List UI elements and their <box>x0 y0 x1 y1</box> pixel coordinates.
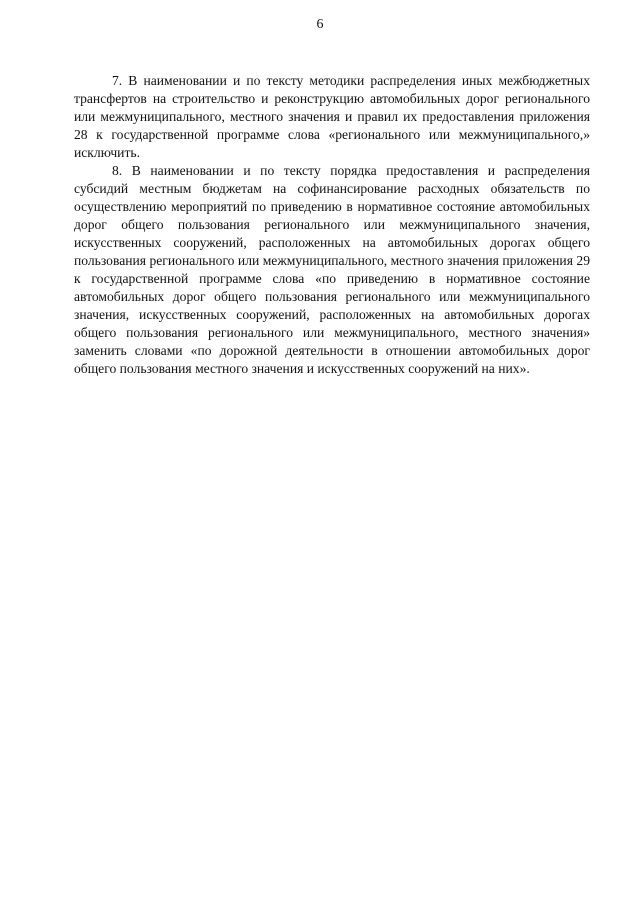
paragraph-8: 8. В наименовании и по тексту порядка предоставления и распределения субсидий местным бюджетам на софинансирование расходных обязательств по осуществлению мероприятий по приведению в нормативное состояние автомобильных дорог общего пользования регионального или межмуниципального значения, искусственных сооружений, расположенных на автомобильных дорогах общего пользования регионального или межмуниципального, местного значения приложения 29 к государственной программе слова «по приведению в нормативное состояние автомобильных дорог общего пользования регионального или межмуниципального значения, искусственных сооружений, расположенных на автомобильных дорогах общего пользования регионального или межмуниципального, местного значения» заменить словами «по дорожной деятельности в отношении автомобильных дорог общего пользования местного значения и искусственных сооружений на них». <box>74 163 590 376</box>
page-number: 6 <box>316 17 324 32</box>
paragraph-7: 7. В наименовании и по тексту методики распределения иных межбюджетных трансфертов на строительство и реконструкцию автомобильных дорог регионального или межмуниципального, местного значения и правил их предоставления приложения 28 к государственной программе слова «регионального или межмуниципального,» исключить. <box>74 73 590 160</box>
document-body <box>74 72 590 378</box>
